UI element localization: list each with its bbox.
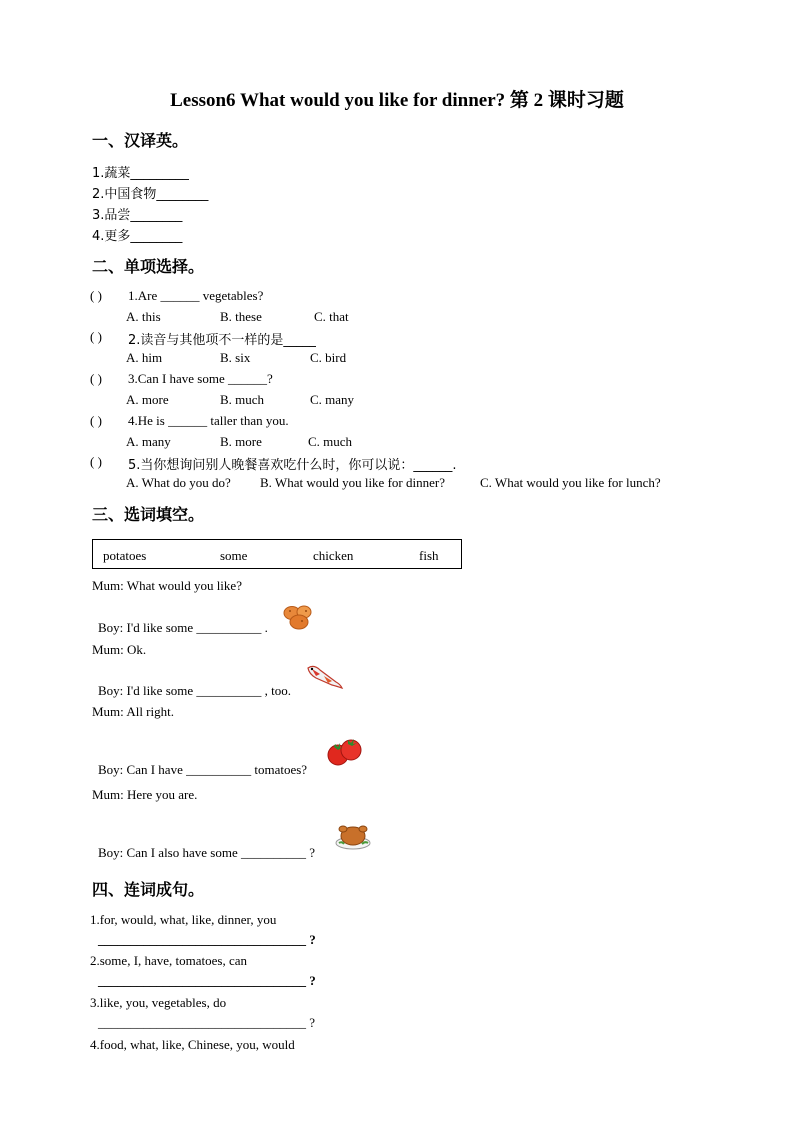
q5-option-a: A. What do you do? [126, 475, 231, 490]
q4-stem: 4.He is ______ taller than you. [128, 413, 289, 428]
word-bank-box [92, 539, 462, 569]
section4-heading: 四、连词成句。 [92, 880, 205, 899]
roast-chicken-icon [334, 816, 372, 852]
s4-words-2: 2.some, I, have, tomatoes, can [90, 953, 248, 968]
q2-option-b: B. six [220, 350, 251, 365]
q5-bracket: ( ) [90, 454, 102, 469]
q2-stem: 2.读音与其他项不一样的是_____ [128, 333, 316, 348]
q5-stem: 5.当你想询问别人晚餐喜欢吃什么时，你可以说：______. [128, 458, 457, 473]
q1-option-c: C. that [314, 309, 349, 324]
word-bank-word: chicken [313, 548, 354, 563]
s1-item-2: 2.中国食物________ [92, 187, 209, 202]
q3-bracket: ( ) [90, 371, 102, 386]
s4-answer-2: ________________________________ ? [98, 973, 316, 988]
s4-words-3: 3.like, you, vegetables, do [90, 995, 227, 1010]
q2-option-c: C. bird [310, 350, 347, 365]
tomato-icon [326, 734, 364, 770]
q1-option-b: B. these [220, 309, 262, 324]
dialogue-line: Boy: Can I have __________ tomatoes? [98, 762, 308, 777]
dialogue-line: Mum: Here you are. [92, 787, 198, 802]
dialogue-line: Boy: I'd like some __________ , too. [98, 683, 292, 698]
s4-answer-1: ________________________________ ? [98, 932, 316, 947]
section2-heading: 二、单项选择。 [92, 257, 205, 276]
dialogue-line: Mum: What would you like? [92, 578, 242, 593]
section1-heading: 一、汉译英。 [92, 131, 189, 150]
q3-option-a: A. more [126, 392, 169, 407]
word-bank-word: some [220, 548, 248, 563]
dialogue-line: Mum: Ok. [92, 642, 147, 657]
word-bank-word: fish [419, 548, 439, 563]
s1-item-3: 3.品尝________ [92, 208, 183, 223]
q3-option-b: B. much [220, 392, 265, 407]
s4-words-1: 1.for, would, what, like, dinner, you [90, 912, 277, 927]
dialogue-line: Boy: Can I also have some __________ ? [98, 845, 315, 860]
dialogue-line: Boy: I'd like some __________ . [98, 620, 268, 635]
fish-icon [306, 662, 344, 690]
potatoes-icon [282, 603, 316, 631]
q4-option-c: C. much [308, 434, 353, 449]
q4-option-b: B. more [220, 434, 262, 449]
s1-item-4: 4.更多________ [92, 229, 183, 244]
s4-answer-3: ________________________________ ? [98, 1015, 316, 1030]
section3-heading: 三、选词填空。 [92, 505, 205, 524]
q2-option-a: A. him [126, 350, 163, 365]
dialogue-line: Mum: All right. [92, 704, 174, 719]
q1-option-a: A. this [126, 309, 161, 324]
word-bank-word: potatoes [103, 548, 147, 563]
q5-option-c: C. What would you like for lunch? [480, 475, 661, 490]
q1-bracket: ( ) [90, 288, 102, 303]
s4-words-4: 4.food, what, like, Chinese, you, would [90, 1037, 295, 1052]
q5-option-b: B. What would you like for dinner? [260, 475, 445, 490]
q4-option-a: A. many [126, 434, 171, 449]
s1-item-1: 1.蔬菜_________ [92, 166, 189, 181]
q3-stem: 3.Can I have some ______? [128, 371, 273, 386]
q1-stem: 1.Are ______ vegetables? [128, 288, 264, 303]
page-title: Lesson6 What would you like for dinner? 第 2 课时习题 [170, 90, 624, 111]
q2-bracket: ( ) [90, 329, 102, 344]
q3-option-c: C. many [310, 392, 355, 407]
q4-bracket: ( ) [90, 413, 102, 428]
